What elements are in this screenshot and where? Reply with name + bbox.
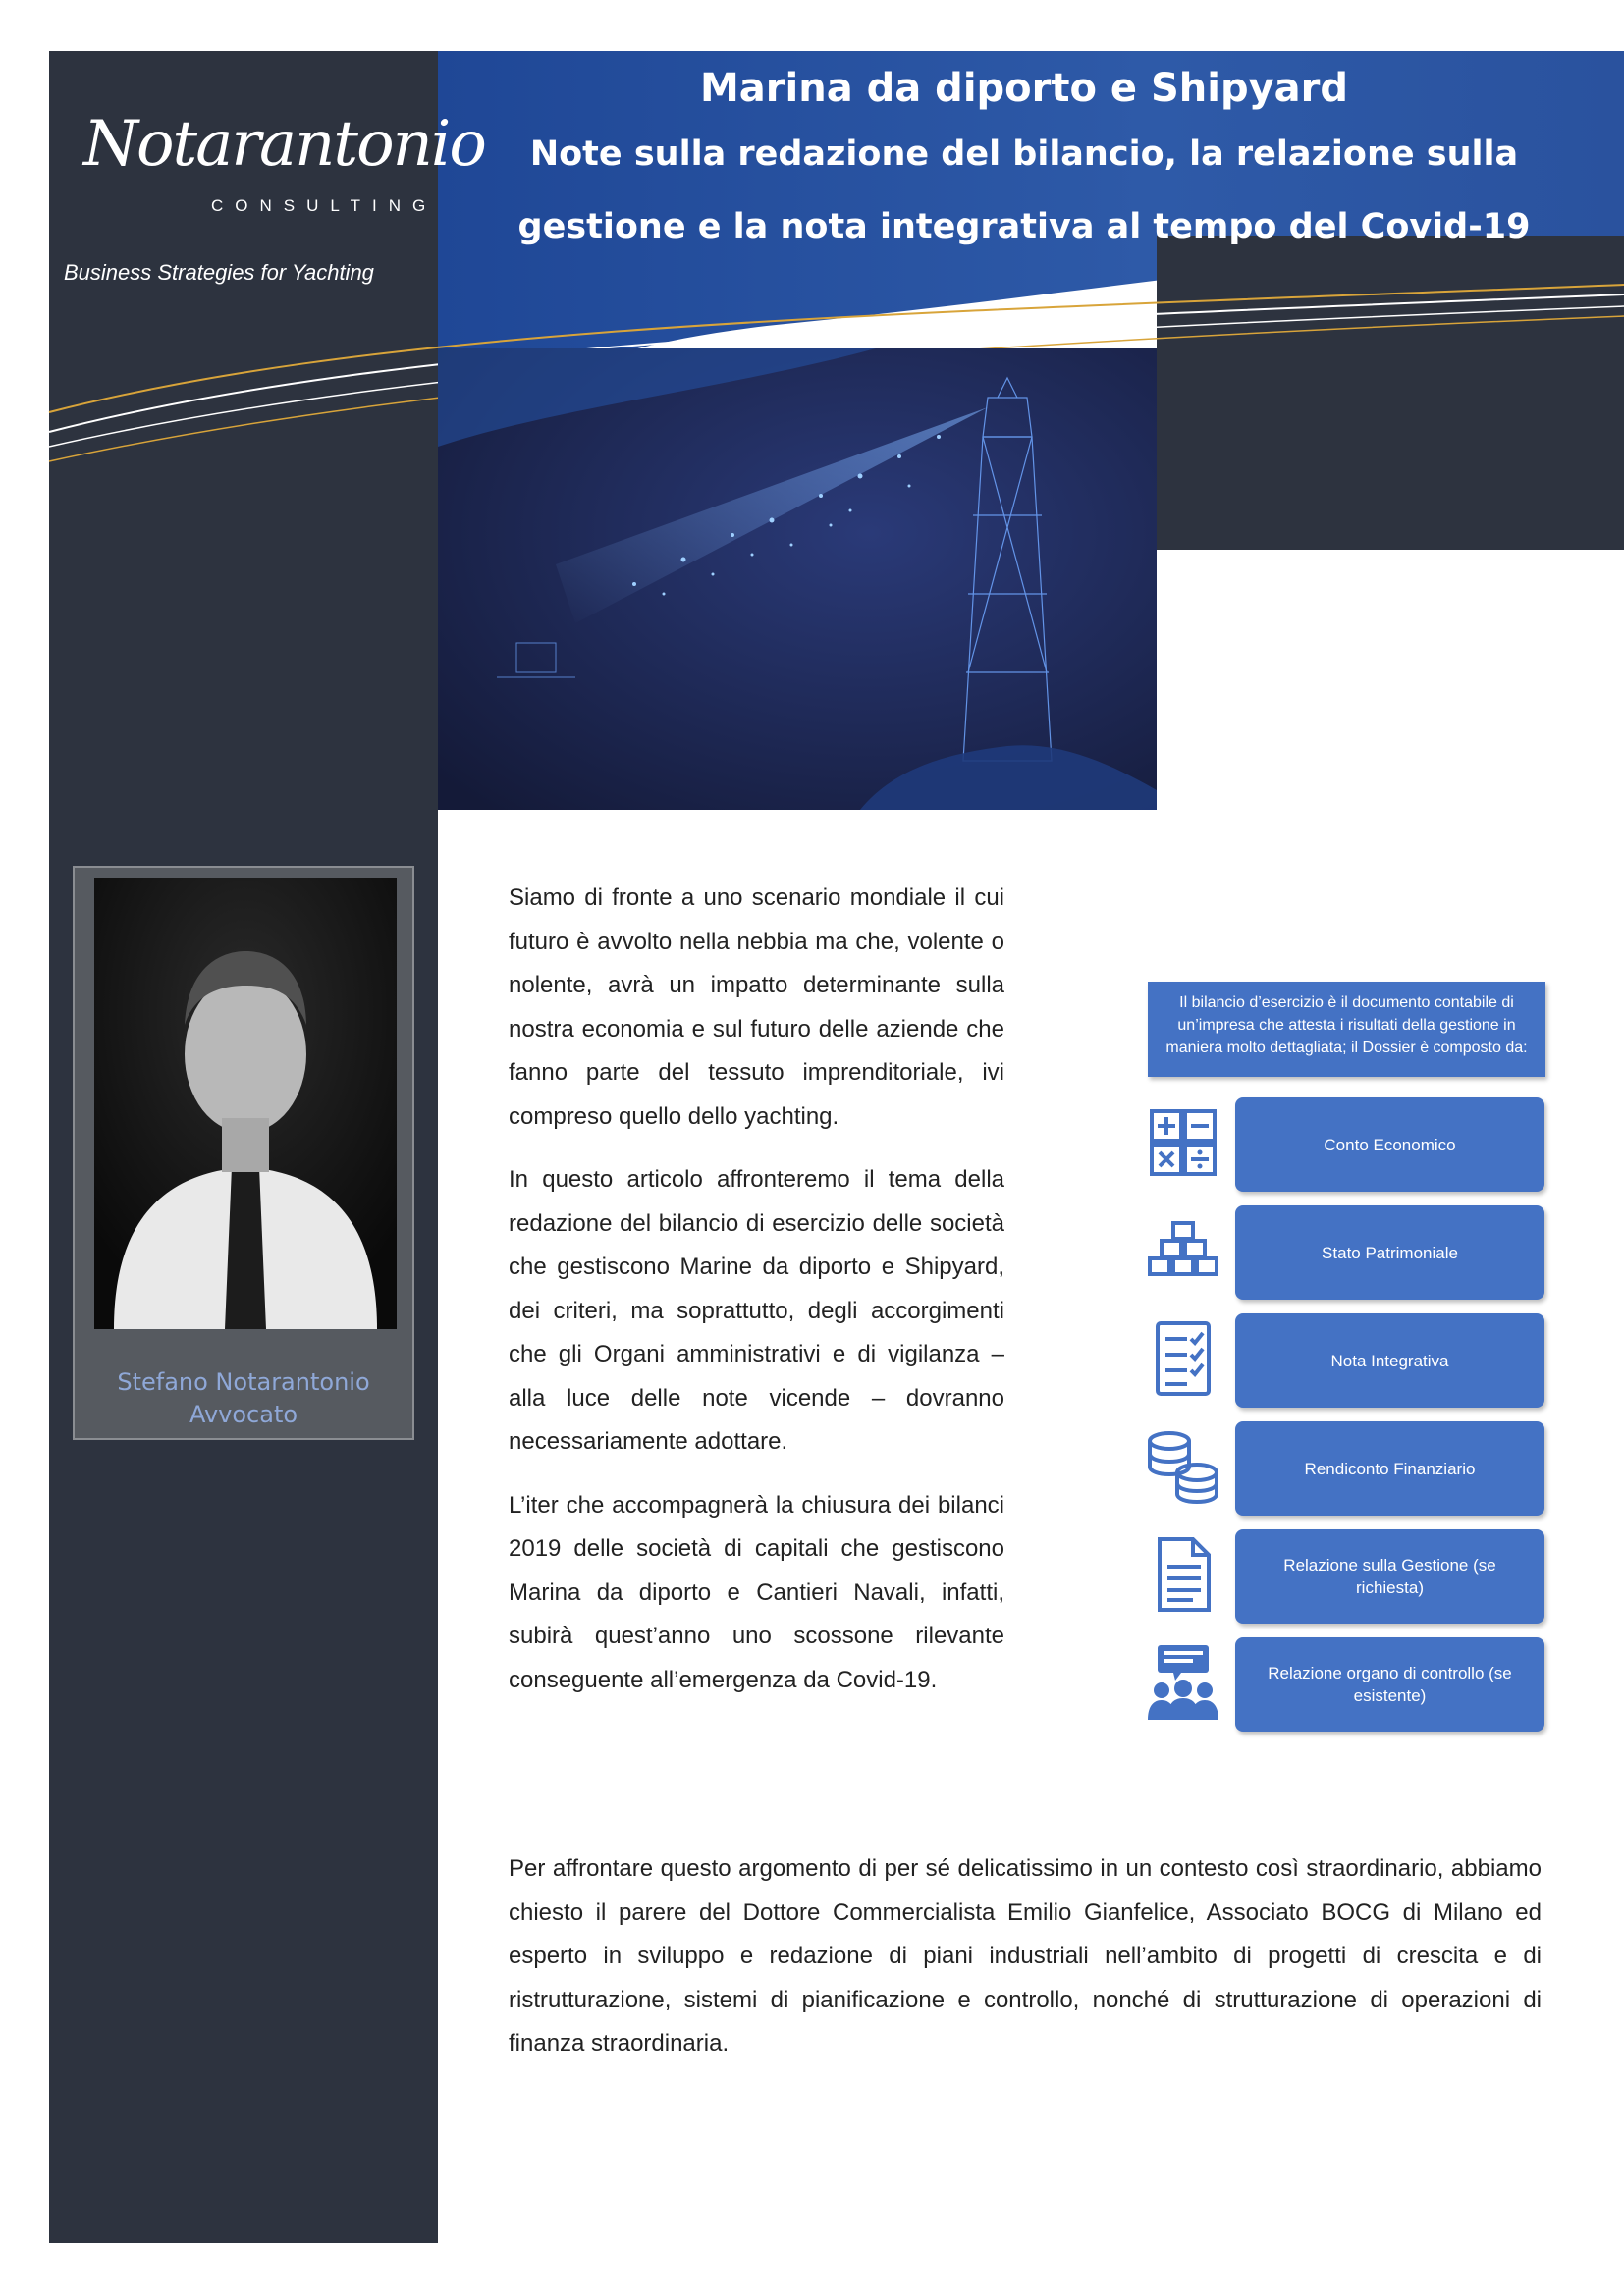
diagram-header: Il bilancio d’esercizio è il documento contabile di un’impresa che attesta i risultati della gestione in maniera molto dettagliata; il Dossier è composto da:	[1148, 982, 1545, 1077]
diagram-row-rendiconto	[1134, 1421, 1546, 1516]
author-name: Stefano Notarantonio	[117, 1368, 370, 1396]
article-paragraph-4: Per affrontare questo argomento di per sé delicatissimo in un contesto così straordinario, abbiamo chiesto il parere del Dottore Commercialista Emilio Gianfelice, Associato BOCG di Milano ed esperto in sviluppo e redazione di piani industriali nell’ambito di progetti di crescita e di ristrutturazione, sistemi di pianificazione e controllo, nonché di strutturazione di operazioni di finanza straordinaria.	[509, 1855, 1542, 2056]
author-info	[75, 1366, 412, 1431]
author-role: Avvocato	[189, 1401, 298, 1428]
page-subtitle-line2: gestione e la nota integrativa al tempo del Covid-19	[517, 207, 1531, 246]
article-paragraph-2: In questo articolo affronteremo il tema della redazione del bilancio di esercizio delle società che gestiscono Marine da diporto e Shipyard, dei criteri, ma soprattutto, degli accorgimenti che gli Organi amministrativi e di vigilanza – alla luce delle note vicende – dovranno necessariamente adottare.	[509, 1166, 1004, 1455]
diagram-row-organo-controllo	[1134, 1637, 1546, 1732]
author-photo	[94, 878, 397, 1329]
calculator-icon	[1144, 1103, 1222, 1182]
diagram-box-nota-integrativa: Nota Integrativa	[1235, 1313, 1544, 1408]
diagram-box-relazione-gestione: Relazione sulla Gestione (se richiesta)	[1235, 1529, 1544, 1624]
diagram-box-organo-controllo: Relazione organo di controllo (se esistente)	[1235, 1637, 1544, 1732]
diagram-row-relazione-gestione	[1134, 1529, 1546, 1624]
diagram-row-conto-economico	[1134, 1097, 1546, 1192]
article-column	[509, 877, 1004, 1722]
meeting-icon	[1144, 1643, 1222, 1722]
coins-icon	[1144, 1427, 1222, 1506]
logo-signature: Notarantonio	[83, 108, 485, 181]
brand-tagline: Business Strategies for Yachting	[64, 260, 374, 285]
lighthouse-hero-image	[438, 348, 1157, 810]
diagram-box-rendiconto: Rendiconto Finanziario	[1235, 1421, 1544, 1516]
diagram-box-stato-patrimoniale: Stato Patrimoniale	[1235, 1205, 1544, 1300]
diagram-row-nota-integrativa	[1134, 1313, 1546, 1408]
gold-bars-icon	[1144, 1211, 1222, 1290]
diagram-row-stato-patrimoniale	[1134, 1205, 1546, 1300]
author-card	[73, 866, 414, 1440]
article-paragraph-3: L’iter che accompagnerà la chiusura dei bilanci 2019 delle società di capitali che gestiscono Marina da diporto e Cantieri Navali, infatti, subirà quest’anno uno scossone rilevante conseguente all’emergenza da Covid-19.	[509, 1491, 1004, 1693]
bilancio-diagram	[1134, 982, 1546, 1737]
page-subtitle-line1: Note sulla redazione del bilancio, la relazione sulla	[529, 134, 1519, 174]
logo-consulting: CONSULTING	[211, 196, 438, 215]
article-paragraph-1: Siamo di fronte a uno scenario mondiale il cui futuro è avvolto nella nebbia ma che, volente o nolente, avrà un impatto determinante sulla nostra economia e sul futuro delle aziende che fanno parte del tessuto imprenditoriale, ivi compreso quello dello yachting.	[509, 884, 1004, 1130]
article-fullwidth	[509, 1847, 1542, 2066]
page-title: Marina da diporto e Shipyard	[700, 66, 1348, 111]
checklist-icon	[1144, 1319, 1222, 1398]
page-title-block	[440, 59, 1608, 263]
brand-logo	[64, 108, 485, 285]
document-icon	[1144, 1535, 1222, 1614]
diagram-box-conto-economico: Conto Economico	[1235, 1097, 1544, 1192]
